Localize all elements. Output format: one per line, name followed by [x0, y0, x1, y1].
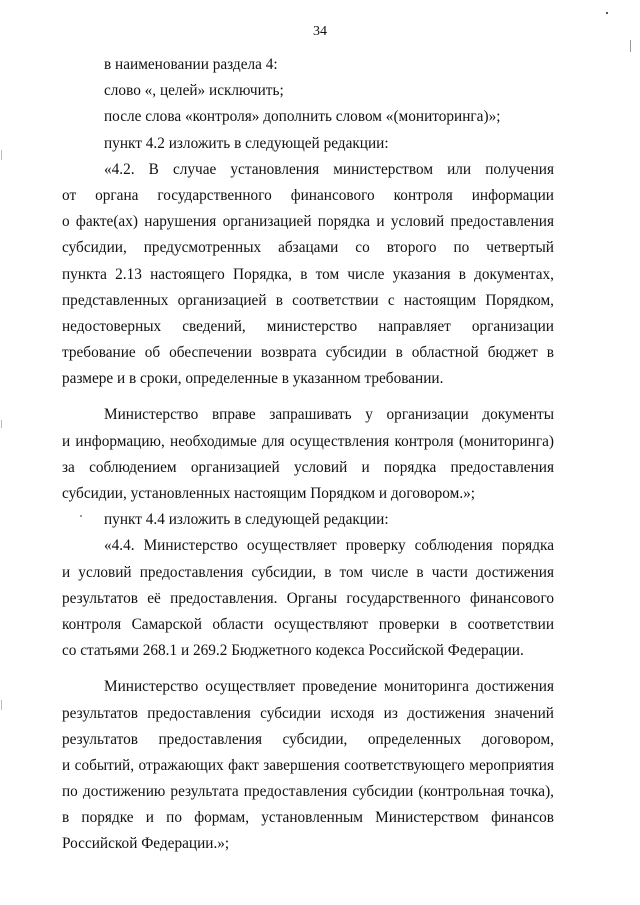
paragraph-line: результатов предоставления субсидии исходя из достижения значений: [62, 704, 554, 722]
document-body: [62, 52, 554, 858]
paragraph-line: результатов предоставления субсидии, определенных договором,: [62, 730, 554, 748]
paragraph-line: требование об обеспечении возврата субсидии в областной бюджет в: [62, 344, 554, 362]
paragraph-line: в порядке и по формам, установленным Министерством финансов: [62, 809, 554, 827]
paragraph-line: Министерство осуществляет проведение мониторинга достижения: [104, 678, 554, 696]
paragraph-line: и условий предоставления субсидии, в том числе в части достижения: [62, 563, 554, 581]
paragraph-last-line: субсидии, установленных настоящим Порядком и договором.»;: [62, 485, 476, 502]
paragraph-line: за соблюдением организацией условий и порядка предоставления: [62, 458, 554, 476]
paragraph-line: по достижению результата предоставления субсидии (контрольная точка),: [62, 783, 554, 801]
text-line: слово «, целей» исключить;: [104, 82, 284, 100]
paragraph-line: результатов её предоставления. Органы государственного финансового: [62, 589, 554, 607]
scan-edge-mark: [630, 40, 631, 52]
scan-edge-mark: [1, 700, 2, 710]
paragraph-line: субсидии, предусмотренных абзацами со второго по четвертый: [62, 239, 554, 257]
page-number: 34: [313, 24, 327, 39]
paragraph-line: контроля Самарской области осуществляют проверки в соответствии: [62, 615, 554, 633]
text-line: после слова «контроля» дополнить словом «(мониторинга)»;: [104, 108, 501, 126]
paragraph-line: «4.2. В случае установления министерством или получения: [104, 160, 554, 178]
paragraph-line: представленных организацией в соответствии с настоящим Порядком,: [62, 291, 554, 309]
text-line: в наименовании раздела 4:: [104, 56, 278, 73]
paragraph-line: о факте(ах) нарушения организацией порядка и условий предоставления: [62, 213, 554, 231]
paragraph-last-line: со статьями 268.1 и 269.2 Бюджетного кодекса Российской Федерации.: [62, 642, 524, 660]
paragraph-line: пункта 2.13 настоящего Порядка, в том числе указания в документах,: [62, 265, 554, 283]
text-line: пункт 4.4 изложить в следующей редакции:: [104, 511, 389, 529]
paragraph-line: и информацию, необходимые для осуществления контроля (мониторинга): [62, 432, 554, 450]
paragraph-last-line: Российской Федерации.»;: [62, 835, 230, 853]
scan-edge-mark: [1, 420, 2, 428]
scan-speck: [606, 12, 608, 14]
paragraph-line: «4.4. Министерство осуществляет проверку соблюдения порядка: [104, 537, 554, 555]
text-line: пункт 4.2 изложить в следующей редакции:: [104, 134, 389, 152]
paragraph-line: Министерство вправе запрашивать у организации документы: [104, 406, 554, 424]
paragraph-line: недостоверных сведений, министерство направляет организации: [62, 317, 554, 335]
paragraph-last-line: размере и в сроки, определенные в указанном требовании.: [62, 370, 444, 388]
paragraph-line: от органа государственного финансового контроля информации: [62, 186, 554, 204]
paragraph-line: и событий, отражающих факт завершения соответствующего мероприятия: [62, 756, 554, 774]
scan-edge-mark: [1, 150, 2, 160]
